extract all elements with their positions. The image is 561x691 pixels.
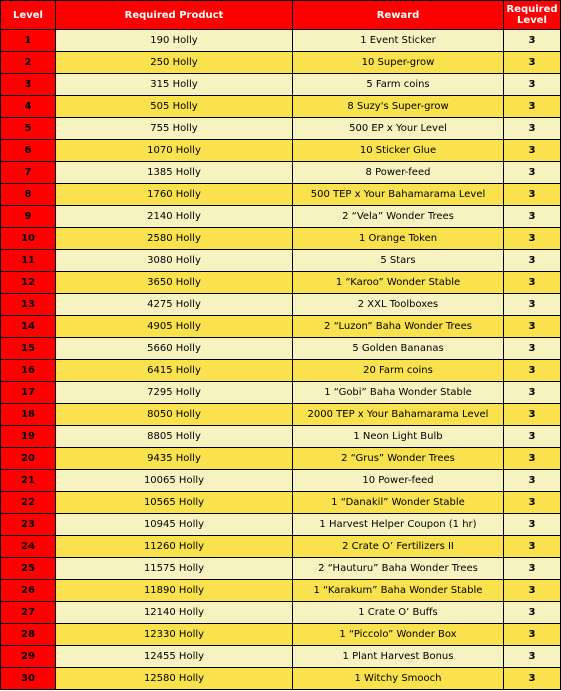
level-cell: 23 [1,514,56,536]
level-cell: 4 [1,96,56,118]
required-level-cell: 3 [504,184,561,206]
required-level-cell: 3 [504,448,561,470]
product-cell: 755 Holly [56,118,293,140]
table-row [1,74,561,96]
reward-cell: 5 Farm coins [293,74,504,96]
required-level-cell: 3 [504,250,561,272]
product-cell: 12330 Holly [56,624,293,646]
required-level-cell: 3 [504,30,561,52]
reward-cell: 2 “Hauturu” Baha Wonder Trees [293,558,504,580]
level-cell: 10 [1,228,56,250]
reward-cell: 1 “Karoo” Wonder Stable [293,272,504,294]
reward-cell: 1 “Danakil” Wonder Stable [293,492,504,514]
product-cell: 5660 Holly [56,338,293,360]
reward-cell: 1 Plant Harvest Bonus [293,646,504,668]
reward-cell: 500 TEP x Your Bahamarama Level [293,184,504,206]
level-cell: 7 [1,162,56,184]
level-cell: 6 [1,140,56,162]
table-row [1,272,561,294]
reward-cell: 1 “Karakum” Baha Wonder Stable [293,580,504,602]
required-level-cell: 3 [504,162,561,184]
reward-cell: 2 Crate O’ Fertilizers II [293,536,504,558]
level-cell: 13 [1,294,56,316]
product-cell: 11260 Holly [56,536,293,558]
product-cell: 2140 Holly [56,206,293,228]
table-row [1,514,561,536]
product-cell: 1070 Holly [56,140,293,162]
level-cell: 19 [1,426,56,448]
required-level-cell: 3 [504,514,561,536]
header-reward: Reward [293,1,504,30]
required-level-cell: 3 [504,272,561,294]
level-cell: 24 [1,536,56,558]
table-row [1,360,561,382]
table-row [1,294,561,316]
required-level-cell: 3 [504,74,561,96]
product-cell: 9435 Holly [56,448,293,470]
table-row [1,492,561,514]
required-level-cell: 3 [504,646,561,668]
required-level-cell: 3 [504,228,561,250]
level-cell: 3 [1,74,56,96]
product-cell: 7295 Holly [56,382,293,404]
product-cell: 8805 Holly [56,426,293,448]
reward-cell: 10 Power-feed [293,470,504,492]
table-row [1,162,561,184]
product-cell: 505 Holly [56,96,293,118]
required-level-cell: 3 [504,52,561,74]
required-level-cell: 3 [504,118,561,140]
level-cell: 18 [1,404,56,426]
table-row [1,96,561,118]
required-level-cell: 3 [504,140,561,162]
header-row [1,1,561,30]
table-row [1,448,561,470]
table-row [1,558,561,580]
level-cell: 30 [1,668,56,690]
product-cell: 11575 Holly [56,558,293,580]
table-row [1,426,561,448]
product-cell: 6415 Holly [56,360,293,382]
product-cell: 8050 Holly [56,404,293,426]
reward-cell: 1 Orange Token [293,228,504,250]
reward-cell: 2 “Grus” Wonder Trees [293,448,504,470]
reward-cell: 2 “Vela” Wonder Trees [293,206,504,228]
product-cell: 10065 Holly [56,470,293,492]
level-cell: 21 [1,470,56,492]
product-cell: 1760 Holly [56,184,293,206]
level-cell: 8 [1,184,56,206]
table-row [1,228,561,250]
reward-cell: 10 Sticker Glue [293,140,504,162]
product-cell: 12140 Holly [56,602,293,624]
reward-cell: 500 EP x Your Level [293,118,504,140]
reward-cell: 1 Witchy Smooch [293,668,504,690]
table-row [1,646,561,668]
reward-cell: 20 Farm coins [293,360,504,382]
level-cell: 20 [1,448,56,470]
required-level-cell: 3 [504,558,561,580]
reward-cell: 1 “Piccolo” Wonder Box [293,624,504,646]
required-level-cell: 3 [504,382,561,404]
product-cell: 315 Holly [56,74,293,96]
product-cell: 10565 Holly [56,492,293,514]
required-level-cell: 3 [504,96,561,118]
reward-cell: 5 Golden Bananas [293,338,504,360]
table-row [1,382,561,404]
level-cell: 16 [1,360,56,382]
required-level-cell: 3 [504,426,561,448]
required-level-cell: 3 [504,206,561,228]
level-cell: 5 [1,118,56,140]
product-cell: 11890 Holly [56,580,293,602]
reward-cell: 2000 TEP x Your Bahamarama Level [293,404,504,426]
table-row [1,206,561,228]
header-required-level: Required Level [504,1,561,30]
required-level-cell: 3 [504,404,561,426]
level-cell: 22 [1,492,56,514]
product-cell: 12580 Holly [56,668,293,690]
level-cell: 9 [1,206,56,228]
reward-cell: 1 Crate O’ Buffs [293,602,504,624]
table-row [1,536,561,558]
level-cell: 15 [1,338,56,360]
table-row [1,316,561,338]
table-row [1,580,561,602]
product-cell: 10945 Holly [56,514,293,536]
reward-cell: 2 “Luzon” Baha Wonder Trees [293,316,504,338]
product-cell: 3080 Holly [56,250,293,272]
table-row [1,338,561,360]
table-row [1,250,561,272]
table-row [1,52,561,74]
level-cell: 14 [1,316,56,338]
level-cell: 28 [1,624,56,646]
table-row [1,602,561,624]
table-row [1,624,561,646]
product-cell: 4905 Holly [56,316,293,338]
reward-cell: 1 “Gobi” Baha Wonder Stable [293,382,504,404]
product-cell: 12455 Holly [56,646,293,668]
required-level-cell: 3 [504,360,561,382]
table-row [1,668,561,690]
header-level: Level [1,1,56,30]
reward-cell: 8 Power-feed [293,162,504,184]
reward-cell: 5 Stars [293,250,504,272]
product-cell: 1385 Holly [56,162,293,184]
reward-cell: 8 Suzy's Super-grow [293,96,504,118]
required-level-cell: 3 [504,668,561,690]
table-row [1,184,561,206]
level-cell: 2 [1,52,56,74]
required-level-cell: 3 [504,316,561,338]
reward-cell: 2 XXL Toolboxes [293,294,504,316]
reward-cell: 1 Harvest Helper Coupon (1 hr) [293,514,504,536]
required-level-cell: 3 [504,492,561,514]
required-level-cell: 3 [504,580,561,602]
level-cell: 27 [1,602,56,624]
level-cell: 25 [1,558,56,580]
required-level-cell: 3 [504,536,561,558]
product-cell: 2580 Holly [56,228,293,250]
table-row [1,30,561,52]
required-level-cell: 3 [504,294,561,316]
level-cell: 1 [1,30,56,52]
level-cell: 11 [1,250,56,272]
table-row [1,118,561,140]
product-cell: 190 Holly [56,30,293,52]
required-level-cell: 3 [504,602,561,624]
header-required-product: Required Product [56,1,293,30]
reward-cell: 1 Neon Light Bulb [293,426,504,448]
product-cell: 4275 Holly [56,294,293,316]
table-row [1,470,561,492]
required-level-cell: 3 [504,470,561,492]
required-level-cell: 3 [504,624,561,646]
product-cell: 3650 Holly [56,272,293,294]
reward-cell: 1 Event Sticker [293,30,504,52]
level-cell: 29 [1,646,56,668]
reward-cell: 10 Super-grow [293,52,504,74]
table-row [1,140,561,162]
table-row [1,404,561,426]
required-level-cell: 3 [504,338,561,360]
level-cell: 12 [1,272,56,294]
product-cell: 250 Holly [56,52,293,74]
level-cell: 17 [1,382,56,404]
level-cell: 26 [1,580,56,602]
